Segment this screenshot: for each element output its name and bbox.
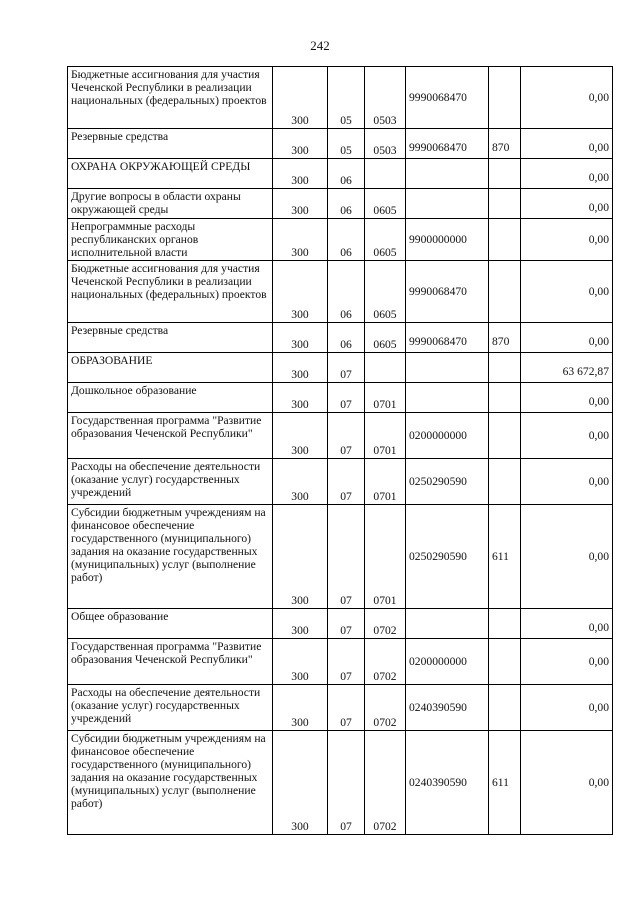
row-name-cell: Другие вопросы в области охраны окружающей среды <box>68 189 273 219</box>
target-article-cell: 0240390590 <box>406 731 489 835</box>
amount-cell: 0,00 <box>521 685 613 731</box>
department-code-cell: 300 <box>273 459 328 505</box>
subsection-code-cell: 0701 <box>365 413 406 459</box>
section-code-cell: 06 <box>328 261 365 323</box>
subsection-code-cell: 0702 <box>365 639 406 685</box>
table-row <box>68 459 613 505</box>
subsection-code-cell: 0702 <box>365 731 406 835</box>
amount-cell: 0,00 <box>521 323 613 353</box>
target-article-cell: 0200000000 <box>406 413 489 459</box>
table-body <box>68 67 613 835</box>
department-code-cell: 300 <box>273 261 328 323</box>
amount-cell: 0,00 <box>521 731 613 835</box>
department-code-cell: 300 <box>273 413 328 459</box>
department-code-cell: 300 <box>273 353 328 383</box>
section-code-cell: 07 <box>328 505 365 609</box>
department-code-cell: 300 <box>273 323 328 353</box>
expense-type-cell: 611 <box>489 731 521 835</box>
expense-type-cell: 870 <box>489 129 521 159</box>
row-name-cell: Бюджетные ассигнования для участия Чеченской Республики в реализации национальных (федеральных) проектов <box>68 67 273 129</box>
department-code-cell: 300 <box>273 609 328 639</box>
department-code-cell: 300 <box>273 189 328 219</box>
row-name-cell: Непрограммные расходы республиканских органов исполнительной власти <box>68 219 273 261</box>
expense-type-cell <box>489 383 521 413</box>
table-row <box>68 159 613 189</box>
subsection-code-cell: 0605 <box>365 189 406 219</box>
target-article-cell: 0250290590 <box>406 459 489 505</box>
table-row <box>68 383 613 413</box>
target-article-cell: 9990068470 <box>406 129 489 159</box>
section-code-cell: 07 <box>328 383 365 413</box>
table-row <box>68 323 613 353</box>
target-article-cell: 9990068470 <box>406 261 489 323</box>
subsection-code-cell: 0605 <box>365 219 406 261</box>
section-code-cell: 07 <box>328 609 365 639</box>
amount-cell: 0,00 <box>521 129 613 159</box>
section-code-cell: 06 <box>328 159 365 189</box>
expense-type-cell <box>489 413 521 459</box>
target-article-cell <box>406 353 489 383</box>
amount-cell: 0,00 <box>521 261 613 323</box>
table-row <box>68 609 613 639</box>
department-code-cell: 300 <box>273 67 328 129</box>
target-article-cell: 9990068470 <box>406 323 489 353</box>
table-row <box>68 189 613 219</box>
section-code-cell: 05 <box>328 67 365 129</box>
expense-type-cell <box>489 261 521 323</box>
target-article-cell <box>406 189 489 219</box>
amount-cell: 0,00 <box>521 413 613 459</box>
table-row <box>68 731 613 835</box>
section-code-cell: 06 <box>328 323 365 353</box>
subsection-code-cell: 0701 <box>365 383 406 413</box>
row-name-cell: Резервные средства <box>68 323 273 353</box>
target-article-cell <box>406 609 489 639</box>
subsection-code-cell <box>365 353 406 383</box>
department-code-cell: 300 <box>273 685 328 731</box>
row-name-cell: Государственная программа "Развитие образования Чеченской Республики" <box>68 639 273 685</box>
subsection-code-cell: 0702 <box>365 609 406 639</box>
subsection-code-cell: 0605 <box>365 323 406 353</box>
subsection-code-cell: 0503 <box>365 67 406 129</box>
target-article-cell <box>406 159 489 189</box>
amount-cell: 0,00 <box>521 459 613 505</box>
department-code-cell: 300 <box>273 219 328 261</box>
expense-type-cell <box>489 459 521 505</box>
amount-cell: 0,00 <box>521 219 613 261</box>
section-code-cell: 06 <box>328 219 365 261</box>
subsection-code-cell: 0503 <box>365 129 406 159</box>
amount-cell: 0,00 <box>521 639 613 685</box>
subsection-code-cell: 0701 <box>365 459 406 505</box>
expense-type-cell <box>489 609 521 639</box>
row-name-cell: Дошкольное образование <box>68 383 273 413</box>
row-name-cell: ОХРАНА ОКРУЖАЮЩЕЙ СРЕДЫ <box>68 159 273 189</box>
amount-cell: 0,00 <box>521 189 613 219</box>
table-row <box>68 129 613 159</box>
table-row <box>68 685 613 731</box>
row-name-cell: Расходы на обеспечение деятельности (оказание услуг) государственных учреждений <box>68 685 273 731</box>
section-code-cell: 05 <box>328 129 365 159</box>
expense-type-cell: 870 <box>489 323 521 353</box>
section-code-cell: 07 <box>328 639 365 685</box>
row-name-cell: Резервные средства <box>68 129 273 159</box>
target-article-cell: 9900000000 <box>406 219 489 261</box>
section-code-cell: 06 <box>328 189 365 219</box>
amount-cell: 63 672,87 <box>521 353 613 383</box>
subsection-code-cell: 0702 <box>365 685 406 731</box>
department-code-cell: 300 <box>273 505 328 609</box>
row-name-cell: Субсидии бюджетным учреждениям на финансовое обеспечение государственного (муниципального) задания на оказание государственных (муниципальных) услуг (выполнение работ) <box>68 731 273 835</box>
table-row <box>68 413 613 459</box>
expense-type-cell <box>489 353 521 383</box>
expense-type-cell <box>489 189 521 219</box>
table-row <box>68 67 613 129</box>
target-article-cell: 0240390590 <box>406 685 489 731</box>
expense-type-cell <box>489 219 521 261</box>
amount-cell: 0,00 <box>521 609 613 639</box>
budget-allocation-table <box>67 66 613 835</box>
department-code-cell: 300 <box>273 383 328 413</box>
row-name-cell: Расходы на обеспечение деятельности (оказание услуг) государственных учреждений <box>68 459 273 505</box>
row-name-cell: Бюджетные ассигнования для участия Чеченской Республики в реализации национальных (федеральных) проектов <box>68 261 273 323</box>
expense-type-cell <box>489 685 521 731</box>
department-code-cell: 300 <box>273 639 328 685</box>
row-name-cell: ОБРАЗОВАНИЕ <box>68 353 273 383</box>
subsection-code-cell <box>365 159 406 189</box>
target-article-cell: 0200000000 <box>406 639 489 685</box>
row-name-cell: Субсидии бюджетным учреждениям на финансовое обеспечение государственного (муниципального) задания на оказание государственных (муниципальных) услуг (выполнение работ) <box>68 505 273 609</box>
table-row <box>68 353 613 383</box>
table-row <box>68 639 613 685</box>
department-code-cell: 300 <box>273 731 328 835</box>
amount-cell: 0,00 <box>521 505 613 609</box>
table-row <box>68 219 613 261</box>
expense-type-cell <box>489 639 521 685</box>
section-code-cell: 07 <box>328 459 365 505</box>
target-article-cell: 9990068470 <box>406 67 489 129</box>
section-code-cell: 07 <box>328 731 365 835</box>
department-code-cell: 300 <box>273 159 328 189</box>
amount-cell: 0,00 <box>521 67 613 129</box>
table-row <box>68 505 613 609</box>
section-code-cell: 07 <box>328 413 365 459</box>
table-row <box>68 261 613 323</box>
subsection-code-cell: 0701 <box>365 505 406 609</box>
subsection-code-cell: 0605 <box>365 261 406 323</box>
amount-cell: 0,00 <box>521 159 613 189</box>
section-code-cell: 07 <box>328 685 365 731</box>
expense-type-cell <box>489 67 521 129</box>
page-number: 242 <box>310 38 330 53</box>
target-article-cell <box>406 383 489 413</box>
target-article-cell: 0250290590 <box>406 505 489 609</box>
section-code-cell: 07 <box>328 353 365 383</box>
expense-type-cell <box>489 159 521 189</box>
amount-cell: 0,00 <box>521 383 613 413</box>
row-name-cell: Государственная программа "Развитие образования Чеченской Республики" <box>68 413 273 459</box>
expense-type-cell: 611 <box>489 505 521 609</box>
row-name-cell: Общее образование <box>68 609 273 639</box>
department-code-cell: 300 <box>273 129 328 159</box>
